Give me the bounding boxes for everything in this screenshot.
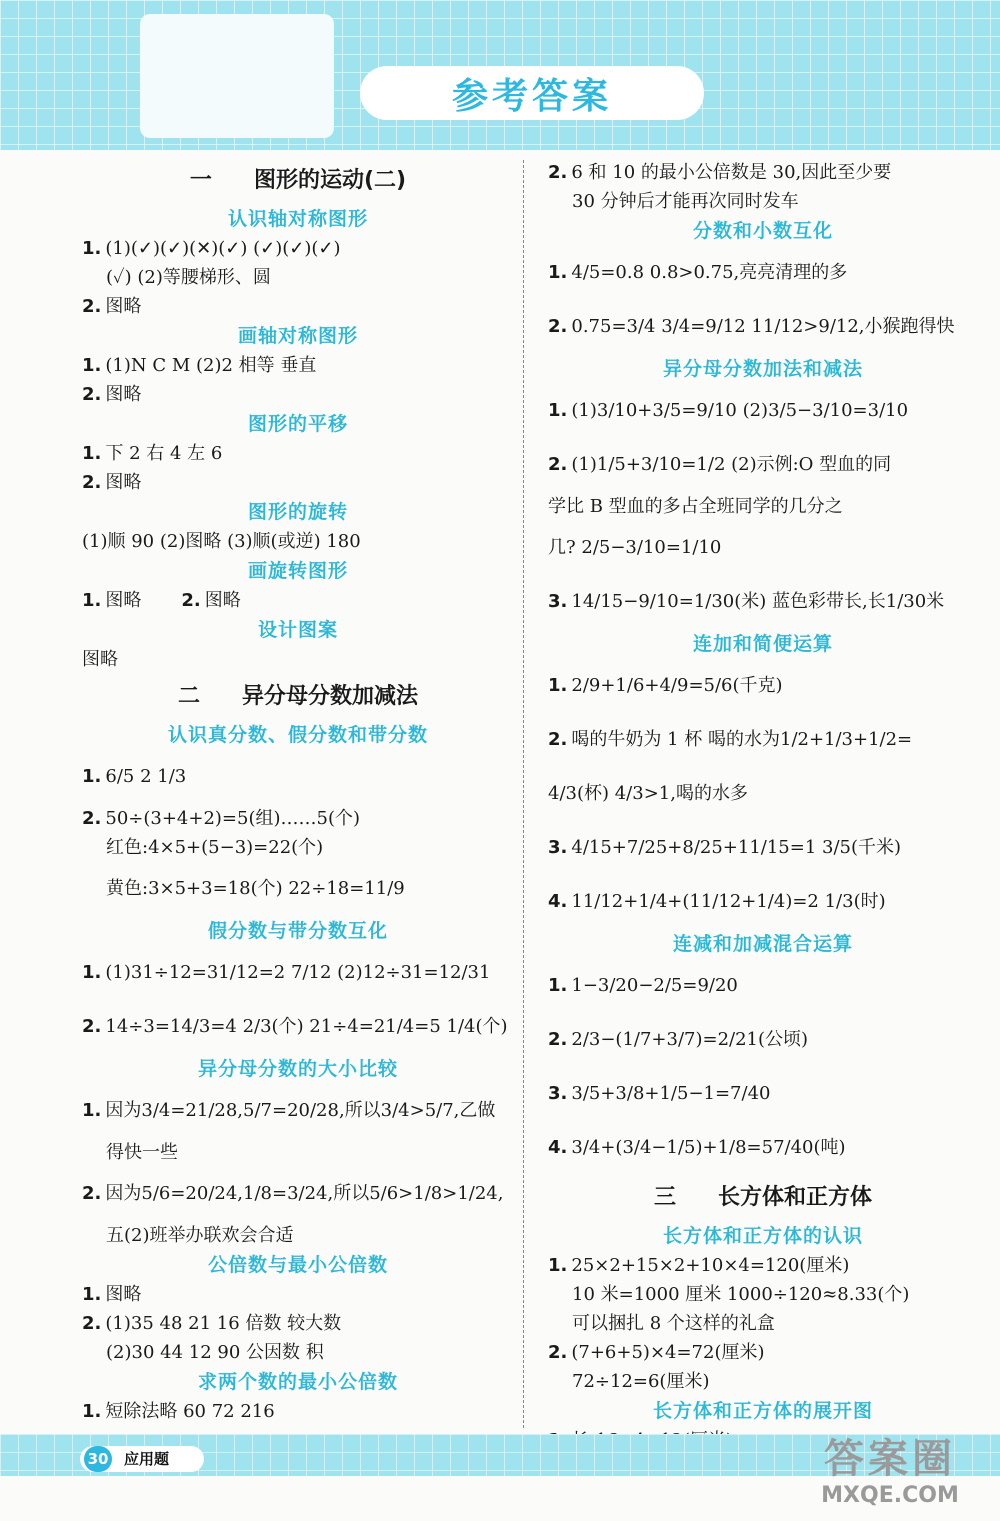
item-number: 1. <box>82 238 102 259</box>
answer-line <box>548 1013 978 1067</box>
subsection-heading: 求两个数的最小公倍数 <box>197 1371 398 1393</box>
answer-line <box>82 351 514 380</box>
item-number: 2. <box>548 316 568 337</box>
answer-text: 3/4+(3/4−1/5)+1/8=57/40(吨) <box>571 1137 846 1158</box>
answer-line <box>548 158 978 187</box>
section-heading <box>548 1175 978 1221</box>
answer-text: 6/5 2 1/3 <box>105 766 187 787</box>
column-divider <box>523 160 524 1428</box>
watermark-bottom: MXQE.COM <box>821 1483 959 1508</box>
section-heading <box>82 158 514 204</box>
answer-line <box>82 586 514 615</box>
answer-line <box>548 875 978 929</box>
subsection-heading: 连减和加减混合运算 <box>672 933 853 955</box>
section-title: 长方体和正方体 <box>718 1185 873 1210</box>
answer-line <box>82 1397 514 1426</box>
subsection-heading: 设计图案 <box>257 619 338 641</box>
answer-text: 短除法略 60 72 216 <box>105 1401 275 1422</box>
answer-line: 红色:4×5+(5−3)=22(个) <box>106 837 324 858</box>
answer-line <box>82 439 514 468</box>
answer-line: 几? 2/5−3/10=1/10 <box>548 537 722 558</box>
answer-line <box>82 1280 514 1309</box>
section-number: 二 <box>177 684 200 709</box>
answer-line <box>548 246 978 300</box>
answer-line: 图略 <box>82 649 118 670</box>
answer-line: (✓) (2)等腰梯形、圆 <box>106 267 271 288</box>
item-number: 1. <box>548 400 568 421</box>
answer-line <box>82 1167 514 1221</box>
answer-text: 图略 <box>105 472 142 493</box>
answer-text: 2/9+1/6+4/9=5/6(千克) <box>571 675 783 696</box>
answer-text: (1)35 48 21 16 倍数 较大数 <box>105 1313 342 1334</box>
subsection-heading: 图形的旋转 <box>247 501 348 523</box>
item-number: 3. <box>548 1083 568 1104</box>
subsection-heading: 认识真分数、假分数和带分数 <box>167 724 428 746</box>
subsection-heading: 画轴对称图形 <box>237 325 358 347</box>
answer-text: (1)1/5+3/10=1/2 (2)示例:O 型血的同 <box>571 454 892 475</box>
answer-line: 黄色:3×5+3=18(个) 22÷18=11/9 <box>106 878 405 899</box>
answer-line: (2)30 44 12 90 公因数 积 <box>106 1342 324 1363</box>
item-number: 2. <box>548 454 568 475</box>
answer-line <box>82 1084 514 1138</box>
answer-line <box>82 1309 514 1338</box>
item-number: 2. <box>548 1029 568 1050</box>
item-number: 2. <box>548 162 568 183</box>
subsection-heading: 公倍数与最小公倍数 <box>207 1254 388 1276</box>
answer-text: 14÷3=14/3=4 2/3(个) 21÷4=21/4=5 1/4(个) <box>105 1016 508 1037</box>
answer-text: 11/12+1/4+(11/12+1/4)=2 1/3(时) <box>571 891 886 912</box>
item-number: 1. <box>548 262 568 283</box>
answer-text: 0.75=3/4 3/4=9/12 11/12>9/12,小猴跑得快 <box>571 316 955 337</box>
answer-text: 因为5/6=20/24,1/8=3/24,所以5/6>1/8>1/24, <box>105 1183 504 1204</box>
answer-line <box>82 804 514 833</box>
answer-line <box>548 1067 978 1121</box>
answer-text: 图略 <box>105 296 142 317</box>
item-number: 1. <box>82 590 102 611</box>
answer-line <box>548 1251 978 1280</box>
answer-line <box>82 234 514 263</box>
page-title: 参考答案 <box>451 75 612 117</box>
answer-line <box>548 713 978 767</box>
answer-line <box>548 1121 978 1175</box>
subsection-heading: 图形的平移 <box>247 413 348 435</box>
item-number: 2. <box>82 384 102 405</box>
answer-text: 因为3/4=21/28,5/7=20/28,所以3/4>5/7,乙做 <box>105 1100 496 1121</box>
answer-text: 14/15−9/10=1/30(米) 蓝色彩带长,长1/30米 <box>571 591 945 612</box>
section-number: 三 <box>653 1185 676 1210</box>
subsection-heading: 长方体和正方体的认识 <box>662 1225 863 1247</box>
answer-line <box>548 384 978 438</box>
item-number: 2. <box>548 1342 568 1363</box>
answer-line <box>548 821 978 875</box>
answer-line <box>82 750 514 804</box>
item-number: 2. <box>82 1313 102 1334</box>
answer-text: 喝的牛奶为 1 杯 喝的水为1/2+1/3+1/2= <box>571 729 913 750</box>
answer-line: 可以捆扎 8 个这样的礼盒 <box>572 1313 775 1334</box>
item-number: 1. <box>82 443 102 464</box>
answer-text: 4/5=0.8 0.8>0.75,亮亮清理的多 <box>571 262 848 283</box>
item-number: 1. <box>82 355 102 376</box>
left-column <box>82 158 514 1426</box>
subsection-heading: 连加和简便运算 <box>692 633 833 655</box>
item-number: 2. <box>181 590 201 611</box>
answer-text: 图略 <box>105 384 142 405</box>
answer-line <box>82 292 514 321</box>
answer-line: 72÷12=6(厘米) <box>572 1371 710 1392</box>
answer-line <box>548 659 978 713</box>
watermark-logo <box>790 1436 990 1516</box>
answer-text: (7+6+5)×4=72(厘米) <box>571 1342 765 1363</box>
item-number: 4. <box>548 891 568 912</box>
title-pill <box>360 66 704 120</box>
header-patch <box>140 14 334 138</box>
item-number: 1. <box>548 675 568 696</box>
item-number: 2. <box>548 729 568 750</box>
item-number: 2. <box>82 296 102 317</box>
answer-line: 五(2)班举办联欢会合适 <box>106 1225 294 1246</box>
answer-line <box>548 1338 978 1367</box>
answer-text: 4/15+7/25+8/25+11/15=1 3/5(千米) <box>571 837 902 858</box>
subsection-heading: 认识轴对称图形 <box>227 208 368 230</box>
subsection-heading: 画旋转图形 <box>247 560 348 582</box>
answer-line: 10 米=1000 厘米 1000÷120≈8.33(个) <box>572 1284 910 1305</box>
section-title: 异分母分数加减法 <box>242 684 419 709</box>
answer-text: 图略 <box>105 590 142 611</box>
answer-line: (1)顺 90 (2)图略 (3)顺(或逆) 180 <box>82 531 361 552</box>
answer-text: 3/5+3/8+1/5−1=7/40 <box>571 1083 771 1104</box>
answer-line <box>548 300 978 354</box>
answer-text: 6 和 10 的最小公倍数是 30,因此至少要 <box>571 162 892 183</box>
item-number: 1. <box>82 766 102 787</box>
answer-line: 得快一些 <box>106 1142 178 1163</box>
answer-text: 图略 <box>105 1284 142 1305</box>
answer-text: (1)31÷12=31/12=2 7/12 (2)12÷31=12/31 <box>105 962 491 983</box>
page-label: 应用题 <box>124 1450 170 1468</box>
subsection-heading: 假分数与带分数互化 <box>207 920 388 942</box>
answer-line: 学比 B 型血的多占全班同学的几分之 <box>548 496 843 517</box>
answer-line: 30 分钟后才能再次同时发车 <box>572 191 799 212</box>
item-number: 1. <box>548 1255 568 1276</box>
answer-text: 2/3−(1/7+3/7)=2/21(公顷) <box>571 1029 809 1050</box>
item-number: 4. <box>548 1137 568 1158</box>
item-number: 1. <box>82 1401 102 1422</box>
answer-text: 25×2+15×2+10×4=120(厘米) <box>571 1255 850 1276</box>
answer-text: (1)N C M (2)2 相等 垂直 <box>105 355 317 376</box>
item-number: 1. <box>82 1100 102 1121</box>
subsection-heading: 分数和小数互化 <box>692 220 833 242</box>
item-number: 1. <box>548 975 568 996</box>
item-number: 1. <box>82 1284 102 1305</box>
subsection-heading: 长方体和正方体的展开图 <box>652 1400 873 1422</box>
right-column <box>548 158 978 1455</box>
answer-text: 图略 <box>204 590 241 611</box>
answer-line <box>548 438 978 492</box>
page-number: 30 <box>84 1446 112 1472</box>
watermark-top: 答案圈 <box>824 1436 956 1482</box>
answer-text: 下 2 右 4 左 6 <box>105 443 223 464</box>
subsection-heading: 异分母分数加法和减法 <box>662 358 863 380</box>
answer-text: 1−3/20−2/5=9/20 <box>571 975 738 996</box>
answer-line <box>548 575 978 629</box>
subsection-heading: 异分母分数的大小比较 <box>197 1058 398 1080</box>
item-number: 2. <box>82 808 102 829</box>
answer-line <box>82 380 514 409</box>
answer-line <box>82 1000 514 1054</box>
answer-line <box>82 468 514 497</box>
answer-text: (1)3/10+3/5=9/10 (2)3/5−3/10=3/10 <box>571 400 909 421</box>
section-number: 一 <box>189 168 212 193</box>
item-number: 1. <box>82 962 102 983</box>
answer-line: 4/3(杯) 4/3>1,喝的水多 <box>548 783 748 804</box>
item-number: 2. <box>82 472 102 493</box>
item-number: 3. <box>548 591 568 612</box>
answer-text: (1)(✓)(✓)(✕)(✓) (✓)(✓)(✓) <box>105 238 341 259</box>
item-number: 2. <box>82 1016 102 1037</box>
answer-line <box>82 946 514 1000</box>
section-heading <box>82 674 514 720</box>
answer-line <box>548 959 978 1013</box>
section-title: 图形的运动(二) <box>253 168 407 193</box>
item-number: 2. <box>82 1183 102 1204</box>
item-number: 3. <box>548 837 568 858</box>
answer-text: 50÷(3+4+2)=5(组)……5(个) <box>105 808 361 829</box>
